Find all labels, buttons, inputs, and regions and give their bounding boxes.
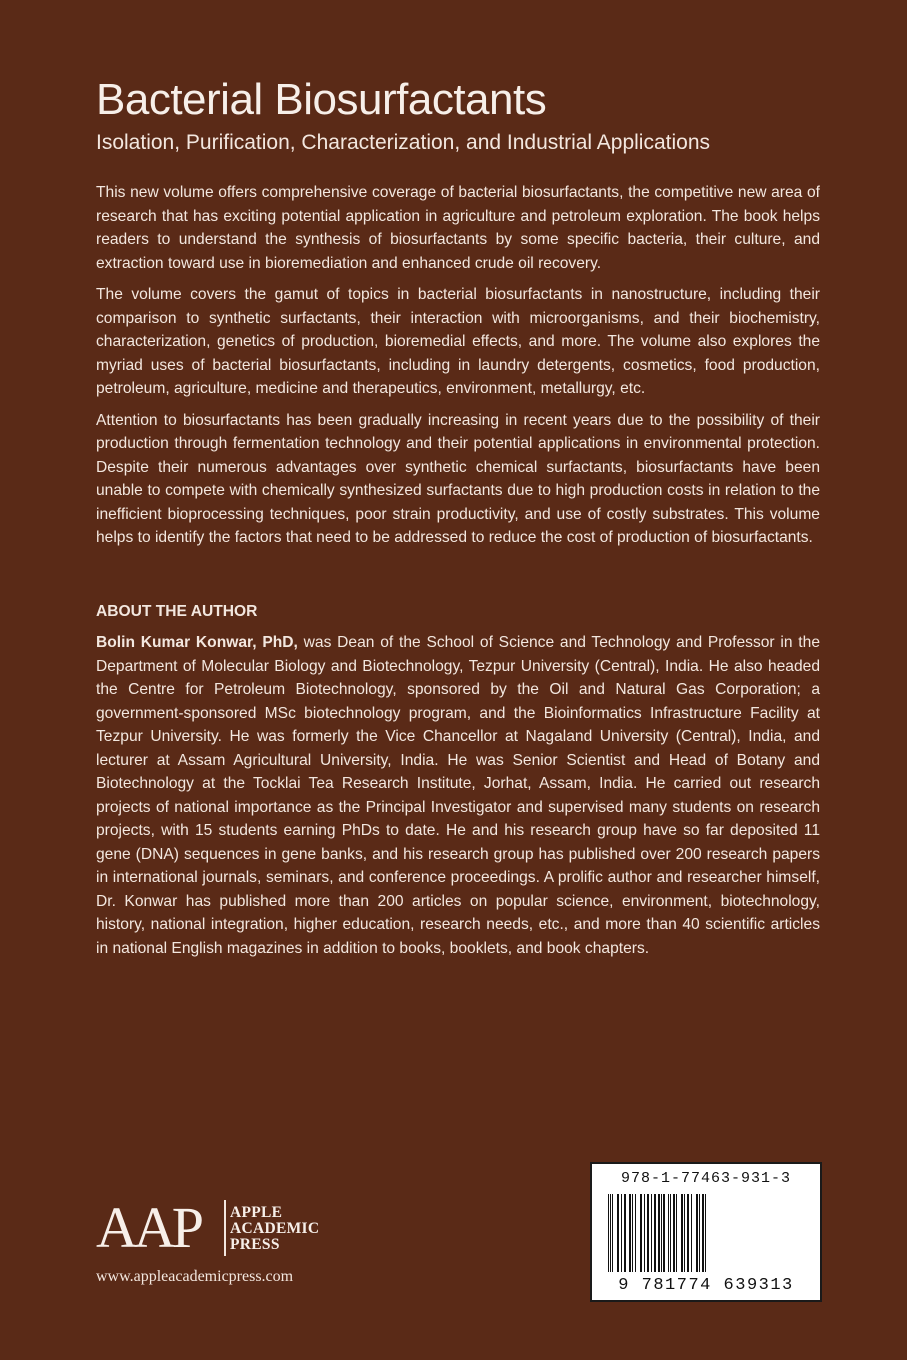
- barcode-bar: [676, 1194, 677, 1272]
- barcode-bar: [644, 1194, 645, 1272]
- publisher-name-line: PRESS: [230, 1236, 280, 1253]
- publisher-name-line: ACADEMIC: [230, 1220, 320, 1237]
- barcode-bar: [668, 1194, 669, 1272]
- publisher-name-line: APPLE: [230, 1204, 283, 1221]
- barcode-bar: [654, 1194, 656, 1272]
- isbn-top-text: 978-1-77463-931-3: [620, 1170, 792, 1187]
- publisher-url: www.appleacademicpress.com: [96, 1268, 294, 1285]
- isbn-bottom-text: 9 781774 639313: [618, 1276, 794, 1295]
- publisher-logo: [96, 1195, 356, 1260]
- description-paragraph: Attention to biosurfactants has been gradually increasing in recent years due to the possibility of their production through fermentation technology and their potential applications in environmental protection. Despite their numerous advantages over synthetic chemical surfactants, biosurfactants have been unable to compete with chemically synthesized surfactants due to high production costs in relation to the inefficient bioprocessing techniques, poor strain productivity, and use of costly substrates. This volume helps to identify the factors that need to be addressed to reduce the cost of production of biosurfactants.: [96, 411, 820, 546]
- barcode-bar: [699, 1194, 700, 1272]
- barcode-bar: [663, 1194, 665, 1272]
- book-title: Bacterial Biosurfactants: [96, 75, 547, 124]
- publisher-name: [230, 1205, 319, 1253]
- barcode-bar: [621, 1194, 622, 1272]
- barcode-bar: [691, 1194, 692, 1272]
- isbn-barcode: [590, 1162, 822, 1302]
- book-subtitle: Isolation, Purification, Characterization, and Industrial Applications: [96, 131, 711, 154]
- barcode-bar: [673, 1194, 675, 1272]
- barcode-bar: [696, 1194, 698, 1272]
- description-paragraph: This new volume offers comprehensive coverage of bacterial biosurfactants, the competitive new area of research that has exciting potential application in agriculture and petroleum exploration. The book helps readers to understand the synthesis of biosurfactants by some specific bacteria, their culture, and extraction toward use in bioremediation and enhanced crude oil recovery.: [96, 184, 820, 272]
- barcode-bar: [647, 1194, 649, 1272]
- barcode-bar: [681, 1194, 683, 1272]
- author-bio-text: was Dean of the School of Science and Technology and Professor in the Department of Molecular Biology and Biotechnology, Tezpur University (Central), India. He also headed the Centre for Petroleum Biotechnology, sponsored by the Oil and Natural Gas Corporation; a government-sponsored MSc biotechnology program, and the Bioinformatics Infrastructure Facility at Tezpur University. He was formerly the Vice Chancellor at Nagaland University (Central), India, and lecturer at Assam Agricultural University, India. He was Senior Scientist and Head of Botany and Biotechnology at the Tocklai Tea Research Institute, Jorhat, Assam, India. He carried out research projects of national importance as the Principal Investigator and supervised many students on research projects, with 15 students earning PhDs to date. He and his research group have so far deposited 11 gene (DNA) sequences in gene banks, and his research group has published over 200 research papers in international journals, seminars, and conference proceedings. A prolific author and researcher himself, Dr. Konwar has published more than 200 articles on popular science, environment, biotechnology, history, national integration, higher education, research needs, etc., and more than 40 scientific articles in national English magazines in addition to books, booklets, and book chapters.: [96, 634, 820, 957]
- about-author-heading: ABOUT THE AUTHOR: [96, 603, 258, 620]
- barcode-bar: [651, 1194, 652, 1272]
- barcode-bar: [687, 1194, 689, 1272]
- barcode-bar: [684, 1194, 685, 1272]
- barcode-bar: [661, 1194, 662, 1272]
- barcode-bar: [632, 1194, 633, 1272]
- barcode-bar: [610, 1194, 611, 1272]
- description-paragraph: The volume covers the gamut of topics in bacterial biosurfactants in nanostructure, including their comparison to synthetic surfactants, their interaction with microorganisms, and their biochemistry, characterization, genetics of production, bioremedial effects, and more. The volume also explores the myriad uses of bacterial biosurfactants, including in laundry detergents, cosmetics, food production, petroleum, agriculture, medicine and therapeutics, environment, metallurgy, etc.: [96, 286, 820, 397]
- barcode-bars: [606, 1194, 808, 1272]
- publisher-logo-letters: AAP: [96, 1195, 201, 1260]
- barcode-bar: [640, 1194, 642, 1272]
- author-bio: [96, 631, 820, 960]
- description: [96, 181, 820, 558]
- barcode-bar: [612, 1194, 613, 1272]
- logo-divider: [224, 1200, 226, 1256]
- barcode-bar: [635, 1194, 636, 1272]
- barcode-bar: [629, 1194, 631, 1272]
- author-name: Bolin Kumar Konwar, PhD,: [96, 634, 298, 651]
- barcode-bar: [624, 1194, 626, 1272]
- barcode-bar: [670, 1194, 671, 1272]
- barcode-bar: [702, 1194, 704, 1272]
- barcode-bar: [705, 1194, 706, 1272]
- barcode-bar: [617, 1194, 619, 1272]
- barcode-bar: [658, 1194, 660, 1272]
- barcode-bar: [608, 1194, 609, 1272]
